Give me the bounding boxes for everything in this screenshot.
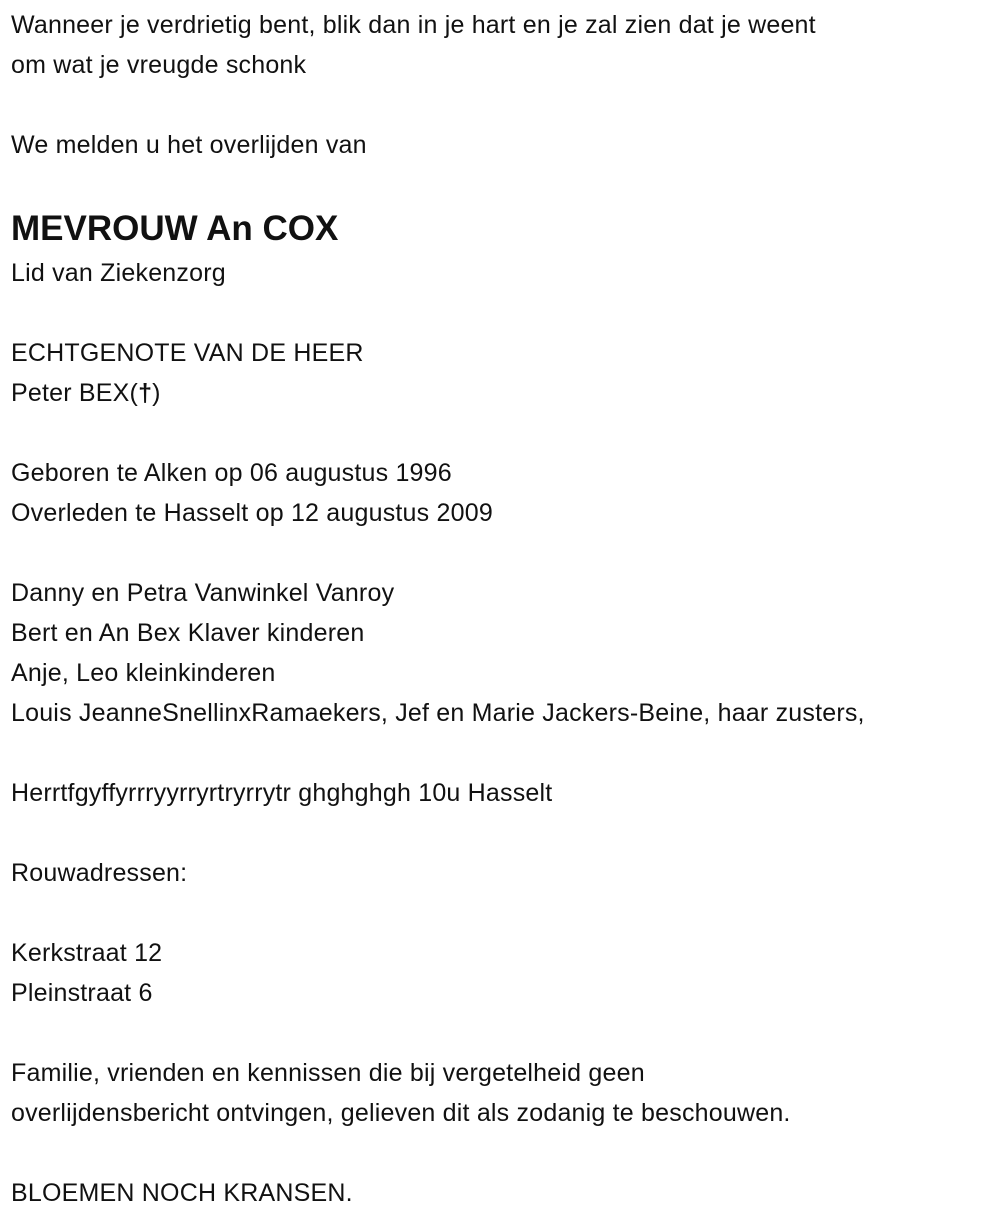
cross-icon: † <box>138 379 153 407</box>
closing-line: Familie, vrienden en kennissen die bij vergetelheid geen <box>11 1059 645 1087</box>
deceased-name: MEVROUW An COX <box>11 209 339 248</box>
obituary-notice <box>11 5 990 1213</box>
intro-text: We melden u het overlijden van <box>11 131 367 159</box>
family-line: Danny en Petra Vanwinkel Vanroy <box>11 579 395 607</box>
address-line: Pleinstraat 6 <box>11 979 153 1007</box>
birth-info: Geboren te Alken op 06 augustus 1996 <box>11 459 452 487</box>
flowers-note: BLOEMEN NOCH KRANSEN. <box>11 1179 353 1207</box>
addresses-label: Rouwadressen: <box>11 859 188 887</box>
membership: Lid van Ziekenzorg <box>11 259 226 287</box>
address-line: Kerkstraat 12 <box>11 939 163 967</box>
spouse-name <box>11 373 990 413</box>
spouse-name-close: ) <box>152 379 161 407</box>
closing-line: overlijdensbericht ontvingen, gelieven dit als zodanig te beschouwen. <box>11 1099 791 1127</box>
ceremony-info: Herrtfgyffyrrryyrryrtryrrytr ghghghgh 10u Hasselt <box>11 779 553 807</box>
death-info: Overleden te Hasselt op 12 augustus 2009 <box>11 499 493 527</box>
quote-line: om wat je vreugde schonk <box>11 51 307 79</box>
family-line: Bert en An Bex Klaver kinderen <box>11 619 365 647</box>
family-line: Anje, Leo kleinkinderen <box>11 659 276 687</box>
spouse-title: ECHTGENOTE VAN DE HEER <box>11 339 364 367</box>
quote-line: Wanneer je verdrietig bent, blik dan in je hart en je zal zien dat je weent <box>11 11 816 39</box>
family-line: Louis JeanneSnellinxRamaekers, Jef en Marie Jackers-Beine, haar zusters, <box>11 699 865 727</box>
spouse-name-text: Peter BEX( <box>11 379 139 407</box>
